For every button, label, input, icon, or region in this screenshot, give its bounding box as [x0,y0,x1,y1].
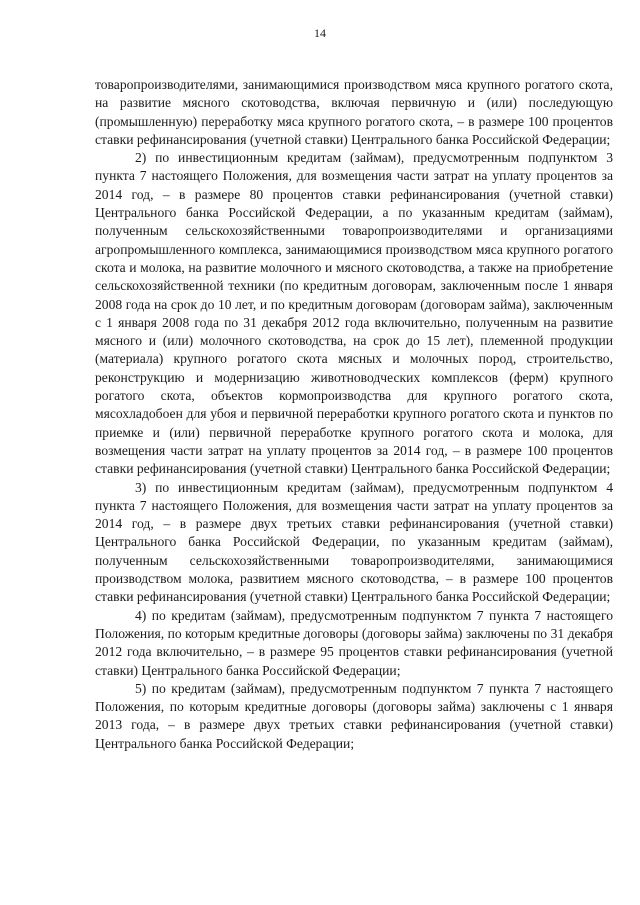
paragraph-item-5: 5) по кредитам (займам), предусмотренным подпунктом 7 пункта 7 настоящего Положения, по которым кредитные договоры (договоры займа) заключены с 1 января 2013 года, – в размере двух третьих ставки рефинансирования (учетной ставки) Центрального банка Российской Федерации; [95,680,613,751]
page-number: 14 [314,26,326,40]
paragraph-item-3: 3) по инвестиционным кредитам (займам), предусмотренным подпунктом 4 пункта 7 настоящего Положения, для возмещения части затрат на уплату процентов за 2014 год, – в размере двух третьих ставки рефинансирования (учетной ставки) Центрального банка Российской Федерации, по указанным кредитам (займам), полученным сельскохозяйственными товаропроизводителями, занимающимися производством молока, развитием мясного скотоводства, – в размере 100 процентов ставки рефинансирования (учетной ставки) Центрального банка Российской Федерации; [95,479,613,605]
paragraph-continuation: товаропроизводителями, занимающимися производством мяса крупного рогатого скота, на развитие мясного скотоводства, включая первичную и (или) последующую (промышленную) переработку мяса крупного рогатого скота, – в размере 100 процентов ставки рефинансирования (учетной ставки) Центрального банка Российской Федерации; [95,77,613,147]
paragraph-item-2: 2) по инвестиционным кредитам (займам), предусмотренным подпунктом 3 пункта 7 настоящего Положения, для возмещения части затрат на уплату процентов за 2014 год, – в размере 80 процентов ставки рефинансирования (учетной ставки) Центрального банка Российской Федерации, а по указанным кредитам (займам), полученным сельскохозяйственными товаропроизводителями и организациями агропромышленного комплекса, занимающимися производством мяса крупного рогатого скота и молока, на развитие молочного и мясного скотоводства, а также на приобретение сельскохозяйственной техники (по кредитным договорам, заключенным после 1 января 2008 года на срок до 10 лет, и по кредитным договорам (договорам займа), заключенным с 1 января 2008 года по 31 декабря 2012 года включительно, полученным на развитие мясного и (или) молочного скотоводства, на срок до 15 лет), племенной продукции (материала) крупного рогатого скота мясных и молочных пород, строительство, реконструкцию и модернизацию животноводческих комплексов (ферм) крупного рогатого скота, объектов кормопроизводства для крупного рогатого скота, мясохладобоен для убоя и первичной переработки крупного рогатого скота и пунктов по приемке и (или) первичной переработке крупного рогатого скота и молока, для возмещения части затрат на уплату процентов за 2014 год, – в размере 100 процентов ставки рефинансирования (учетной ставки) Центрального банка Российской Федерации; [95,150,613,477]
paragraph-item-4: 4) по кредитам (займам), предусмотренным подпунктом 7 пункта 7 настоящего Положения, по которым кредитные договоры (договоры займа) заключены по 31 декабря 2012 года включительно, – в размере 95 процентов ставки рефинансирования (учетной ставки) Центрального банка Российской Федерации; [95,607,613,678]
document-body [95,76,613,753]
